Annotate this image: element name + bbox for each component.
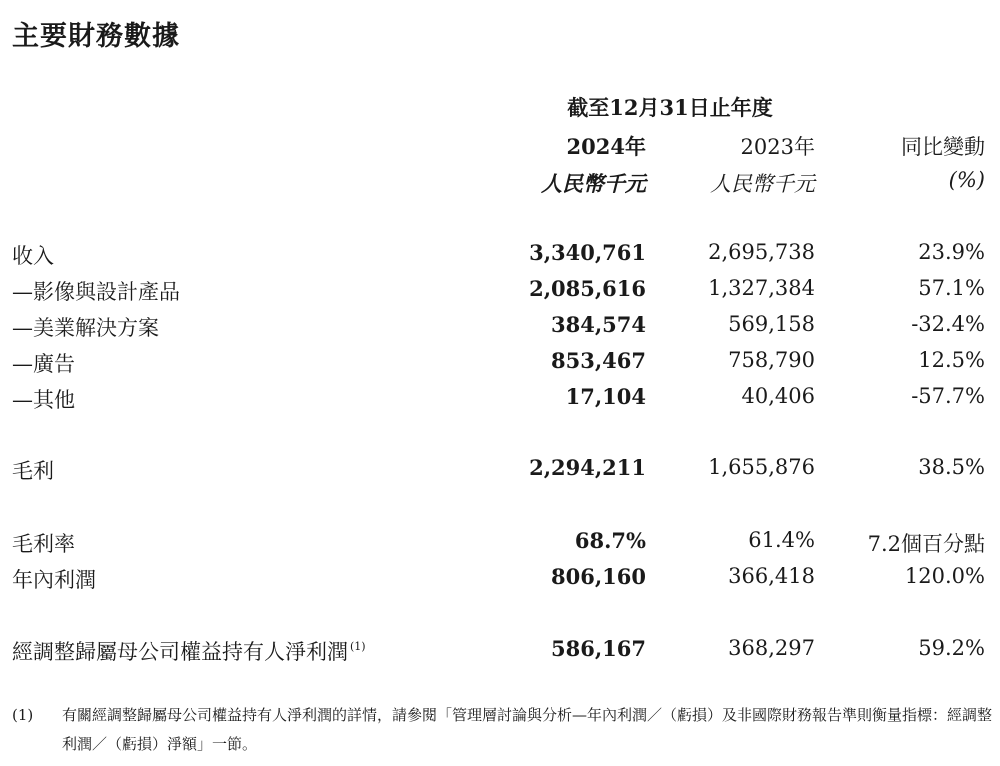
value-2023: 758,790 (728, 348, 815, 372)
value-change: 120.0% (904, 564, 985, 588)
value-change: 7.2個百分點 (867, 532, 985, 556)
column-header-2023: 2023年 (740, 135, 815, 159)
page-title: 主要財務數據 (12, 21, 180, 52)
value-2024: 2,294,211 (529, 455, 646, 480)
period-header: 截至12月31日止年度 (567, 95, 773, 120)
table-row-adjusted-net-profit (0, 636, 1000, 666)
value-change: -57.7% (911, 384, 985, 408)
value-2024: 2,085,616 (529, 276, 646, 301)
value-2023: 40,406 (741, 384, 815, 408)
table-row-beauty-solutions (0, 312, 1000, 342)
table-row-advertising (0, 348, 1000, 378)
footnote-marker: (1) (350, 640, 366, 653)
value-change: 59.2% (918, 636, 985, 660)
value-change: 23.9% (918, 240, 985, 264)
footnote-number: (1) (12, 706, 34, 724)
row-label: —美業解決方案 (12, 316, 159, 340)
value-2023: 569,158 (728, 312, 815, 336)
row-label: 毛利 (12, 459, 54, 483)
row-label-text: 經調整歸屬母公司權益持有人淨利潤 (12, 640, 348, 664)
value-2024: 586,167 (551, 636, 646, 661)
row-label: —其他 (12, 388, 75, 412)
unit-2024: 人民幣千元 (541, 171, 646, 196)
table-row-revenue (0, 240, 1000, 270)
value-2024: 3,340,761 (529, 240, 646, 265)
table-row-profit-for-year (0, 564, 1000, 594)
unit-change: (%) (948, 168, 985, 192)
value-change: -32.4% (911, 312, 985, 336)
row-label: 毛利率 (12, 532, 75, 556)
row-label: —廣告 (12, 352, 75, 376)
value-2024: 17,104 (565, 384, 646, 409)
value-2023: 1,327,384 (708, 276, 815, 300)
table-row-others (0, 384, 1000, 414)
row-label: 收入 (12, 244, 54, 268)
value-2024: 806,160 (551, 564, 646, 589)
value-2023: 1,655,876 (708, 455, 815, 479)
unit-2023: 人民幣千元 (710, 172, 815, 196)
value-2024: 68.7% (574, 528, 646, 553)
column-header-change: 同比變動 (901, 135, 985, 159)
value-2023: 368,297 (728, 636, 815, 660)
value-2024: 853,467 (551, 348, 646, 373)
table-row-imaging-design (0, 276, 1000, 306)
footnote-text: 有關經調整歸屬母公司權益持有人淨利潤的詳情，請參閱「管理層討論與分析—年內利潤／（虧損）及非國際財務報告準則衡量指標：經調整利潤／（虧損）淨額」一節。 (62, 706, 993, 753)
table-row-gross-margin (0, 528, 1000, 558)
value-2023: 2,695,738 (708, 240, 815, 264)
row-label: 年內利潤 (12, 568, 96, 592)
value-2024: 384,574 (551, 312, 646, 337)
column-header-2024: 2024年 (566, 134, 646, 159)
value-change: 12.5% (918, 348, 985, 372)
value-change: 57.1% (918, 276, 985, 300)
value-2023: 61.4% (748, 528, 815, 552)
row-label (12, 636, 366, 666)
value-2023: 366,418 (728, 564, 815, 588)
value-change: 38.5% (918, 455, 985, 479)
table-row-gross-profit (0, 455, 1000, 485)
row-label: —影像與設計產品 (12, 280, 180, 304)
